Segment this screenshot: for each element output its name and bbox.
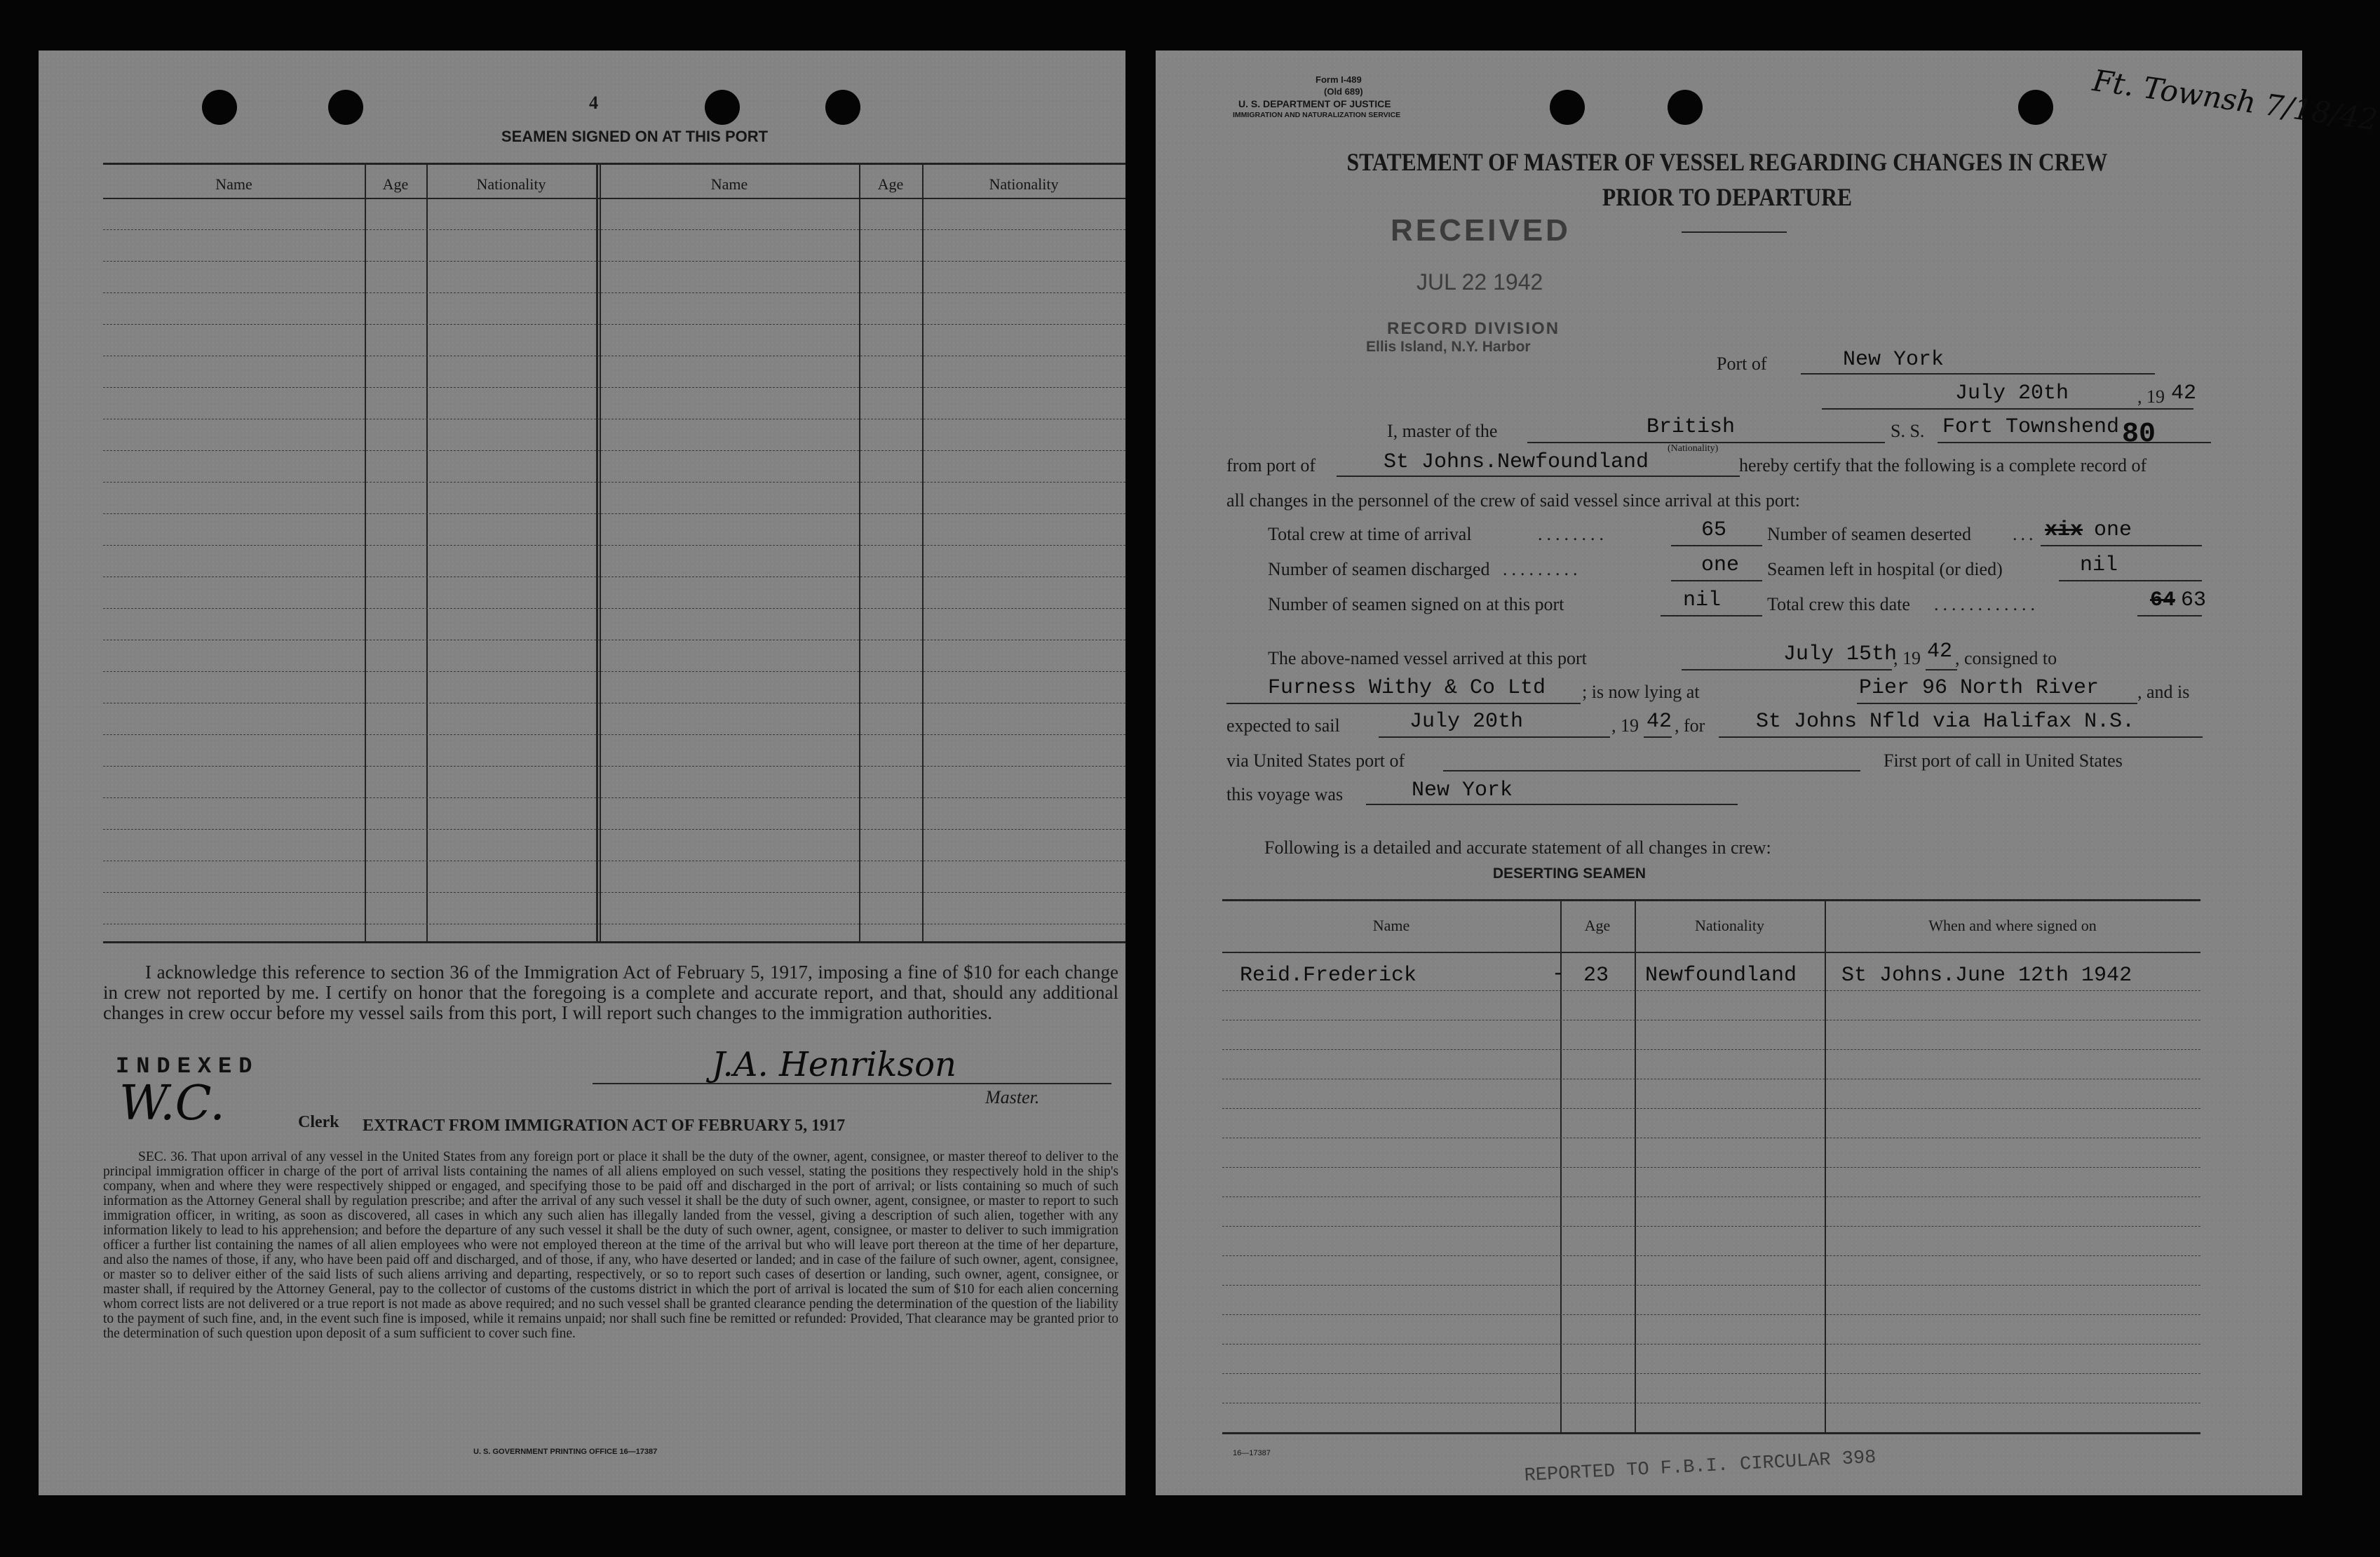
- acknowledgment-text: I acknowledge this reference to section 36 of the Immigration Act of February 5, 1917, imposing a fine of $10 for each change in crew not reported by me. I certify on honor that the foregoing is a complete and accurate report, and that, should any additional changes in crew occur before my vessel sails from this port, I will report such changes to the immigration authorities.: [103, 962, 1118, 1023]
- port-label: Port of: [1717, 353, 1767, 374]
- from-port-label: from port of: [1226, 455, 1316, 476]
- handwritten-note: Ft. Townsh 7/18/42: [2090, 63, 2380, 137]
- deserter-nationality: Newfoundland: [1645, 964, 1797, 988]
- col-header-nationality: Nationality: [476, 175, 546, 193]
- first-port-label: First port of call in United States: [1884, 750, 2123, 771]
- left-page: [39, 50, 1125, 1495]
- master-label: Master.: [985, 1087, 1040, 1107]
- punch-hole: [1668, 90, 1703, 125]
- old-form-number: (Old 689): [1324, 86, 1363, 97]
- arrived-value: July 15th: [1783, 642, 1898, 666]
- punch-hole: [705, 90, 740, 125]
- discharged-label: Number of seamen discharged: [1268, 559, 1490, 579]
- col-header-nationality: Nationality: [989, 175, 1059, 193]
- via-label: via United States port of: [1226, 750, 1405, 771]
- total-crew-arrival-value: 65: [1701, 518, 1727, 542]
- punch-hole: [202, 90, 237, 125]
- nationality-value: British: [1647, 415, 1736, 439]
- col-header-name: Name: [710, 175, 748, 193]
- consignee-value: Furness Withy & Co Ltd: [1268, 676, 1546, 700]
- page-number: 4: [589, 93, 598, 113]
- col-header-age: Age: [382, 175, 409, 193]
- deserted-value: one: [2094, 518, 2132, 542]
- form-title: STATEMENT OF MASTER OF VESSEL REGARDING CHANGES IN CREW: [1346, 148, 2108, 176]
- col-header-nationality: Nationality: [1695, 917, 1764, 934]
- indexed-stamp: INDEXED: [116, 1053, 259, 1079]
- certify-text-2: all changes in the personnel of the crew of said vessel since arrival at this port:: [1226, 490, 1801, 511]
- hospital-label: Seamen left in hospital (or died): [1767, 559, 2003, 579]
- right-page: Form I-489 (Old 689) U. S. DEPARTMENT OF JUSTICE IMMIGRATION AND NATURALIZATION SERVICE Ft. Townsh 7/18/42 STATEMENT OF MASTER OF VESSEL REGARDING CHANGES IN CREW PRIOR TO DEPARTURE RECEIVED JUL 22 1942 RECORD DIVISION Ellis Island, N.Y. Harbor Port of New York July 20th , 19 42 I, master of the British (Nationality) S. S. Fort Townshend 80 from port of St Johns.Newfoundland hereby certify that the following is a complete record of all changes in the personnel of the crew of said vessel since arrival at this port: Total crew at time of arrival ........ 65 Number of seamen deserted ... xix one Number of seamen discharged ......... one Seamen left in hospital (or died) nil Number of seamen signed on at this port nil Total crew this date ............ 64 63 The above-named vessel arrived at this port July 15th , 19 42 , consigned to Furness Withy & Co Ltd ; is now lying at Pier 96 North River , and is expected to sail July 20th , 19 42 , for St Johns Nfld via Halifax N.S. via United States port of First port of call in United States this voyage was New York Following is a detailed and accurate statement of all changes in crew: DESERTING SEAMEN Name Age Nationality When and where signed on Reid.Frederick - 23 Newfoundland St Johns.June 12th 1942 16—17387 REPORTED TO F.B.I. CIRCULAR 398: [1156, 50, 2302, 1495]
- destination-value: St Johns Nfld via Halifax N.S.: [1756, 710, 2135, 734]
- master-signature: J.A. Henrikson: [712, 1045, 956, 1084]
- vessel-suffix: 80: [2122, 419, 2156, 450]
- nationality-caption: (Nationality): [1668, 443, 1719, 454]
- discharged-value: one: [1701, 553, 1740, 577]
- voyage-value: New York: [1412, 779, 1513, 802]
- following-text: Following is a detailed and accurate statement of all changes in crew:: [1264, 837, 1771, 858]
- total-crew-date-label: Total crew this date: [1767, 594, 1910, 614]
- form-title-line2: PRIOR TO DEPARTURE: [1602, 183, 1853, 211]
- expected-label: expected to sail: [1226, 715, 1340, 736]
- date-value: July 20th: [1955, 382, 2069, 405]
- col-header-signed-on: When and where signed on: [1928, 917, 2097, 934]
- col-header-age: Age: [877, 175, 904, 193]
- master-of-label: I, master of the: [1387, 421, 1498, 441]
- clerk-initials: W.C.: [119, 1076, 225, 1131]
- total-crew-date-struck: 64: [2150, 588, 2176, 612]
- signed-on-label: Number of seamen signed on at this port: [1268, 594, 1564, 614]
- extract-text: SEC. 36. That upon arrival of any vessel in the United States from any foreign port or place it shall be the duty of the owner, agent, consignee, or master thereof to deliver to the principal immigration officer in charge of the port of arrival lists containing the names of all aliens employed on such vessel, stating the positions they respectively hold in the ship's company, when and where they were respectively shipped or engaged, and specifying those to be paid off and discharged in the port of arrival; or lists containing so much of such information as the Attorney General shall by regulation prescribe; and after the arrival of any such vessel it shall be the duty of such owner, agent, consignee, or master to report to such immigration officer, in writing, as soon as discovered, all cases in which any such alien has illegally landed from the vessel, giving a description of such alien, together with any information likely to lead to his apprehension; and before the departure of any such vessel it shall be the duty of such owner, agent, consignee, or master to deliver to such immigration officer a further list containing the names of all alien employees who were not employed thereon at the time of the arrival but who will leave port thereon at the time of her departure, and also the names of those, if any, who have been paid off and discharged, and of those, if any, who have deserted or landed; and in case of the failure of such owner, agent, consignee, or master so to deliver either of the said lists of such aliens arriving and departing, respectively, or so to report such cases of desertion or landing, such owner, agent, consignee, or master shall, if required by the Attorney General, pay to the collector of customs of the customs district in which the port of arrival is located the sum of $10 for each alien concerning whom correct lists are not delivered or a true report is not made as above required; and no such vessel shall be granted clearance pending the determination of the question of the liability to the payment of such fine, and, in the event such fine is imposed, while it remains unpaid; nor shall such fine be remitted or refunded: Provided, That clearance may be granted prior to the determination of such question upon deposit of a sum sufficient to cover such fine.: [103, 1150, 1118, 1341]
- deserter-age: 23: [1583, 964, 1609, 988]
- deserting-title: DESERTING SEAMEN: [1492, 865, 1647, 882]
- service: IMMIGRATION AND NATURALIZATION SERVICE: [1233, 111, 1401, 119]
- punch-hole: [2018, 90, 2053, 125]
- col-header-name: Name: [1372, 917, 1410, 934]
- date-year: 42: [2171, 382, 2197, 405]
- col-header-name: Name: [215, 175, 252, 193]
- signed-on-title: SEAMEN SIGNED ON AT THIS PORT: [501, 128, 769, 145]
- total-crew-date-value: 63: [2181, 588, 2207, 612]
- footer-code: 16—17387: [1233, 1449, 1271, 1457]
- expected-value: July 20th: [1409, 710, 1524, 734]
- deserter-name: Reid.Frederick: [1240, 964, 1417, 988]
- total-crew-arrival-label: Total crew at time of arrival: [1268, 524, 1472, 544]
- port-value: New York: [1843, 348, 1945, 372]
- fbi-stamp: REPORTED TO F.B.I. CIRCULAR 398: [1524, 1447, 1877, 1487]
- voyage-label: this voyage was: [1226, 784, 1344, 804]
- extract-title: EXTRACT FROM IMMIGRATION ACT OF FEBRUARY 5, 1917: [363, 1117, 846, 1135]
- department: U. S. DEPARTMENT OF JUSTICE: [1238, 98, 1391, 109]
- expected-year: 42: [1647, 710, 1672, 734]
- ss-label: S. S.: [1891, 421, 1925, 441]
- certify-text: hereby certify that the following is a complete record of: [1739, 455, 2147, 476]
- col-header-age: Age: [1584, 917, 1611, 934]
- signed-on-value: nil: [1683, 588, 1722, 612]
- hospital-value: nil: [2080, 553, 2118, 577]
- arrived-year: 42: [1927, 640, 1953, 663]
- arrived-label: The above-named vessel arrived at this port: [1268, 648, 1587, 668]
- printer-line: U. S. GOVERNMENT PRINTING OFFICE 16—17387: [473, 1448, 658, 1456]
- punch-hole: [1550, 90, 1585, 125]
- vessel-value: Fort Townshend: [1942, 415, 2120, 439]
- form-number: Form I-489: [1316, 74, 1362, 85]
- clerk-label: Clerk: [298, 1113, 339, 1131]
- deserter-signed-on: St Johns.June 12th 1942: [1841, 964, 2132, 988]
- punch-hole: [328, 90, 363, 125]
- punch-hole: [825, 90, 860, 125]
- lying-value: Pier 96 North River: [1859, 676, 2100, 700]
- deserted-label: Number of seamen deserted: [1767, 524, 1971, 544]
- from-port-value: St Johns.Newfoundland: [1384, 450, 1649, 474]
- deserted-struck: xix: [2045, 518, 2083, 542]
